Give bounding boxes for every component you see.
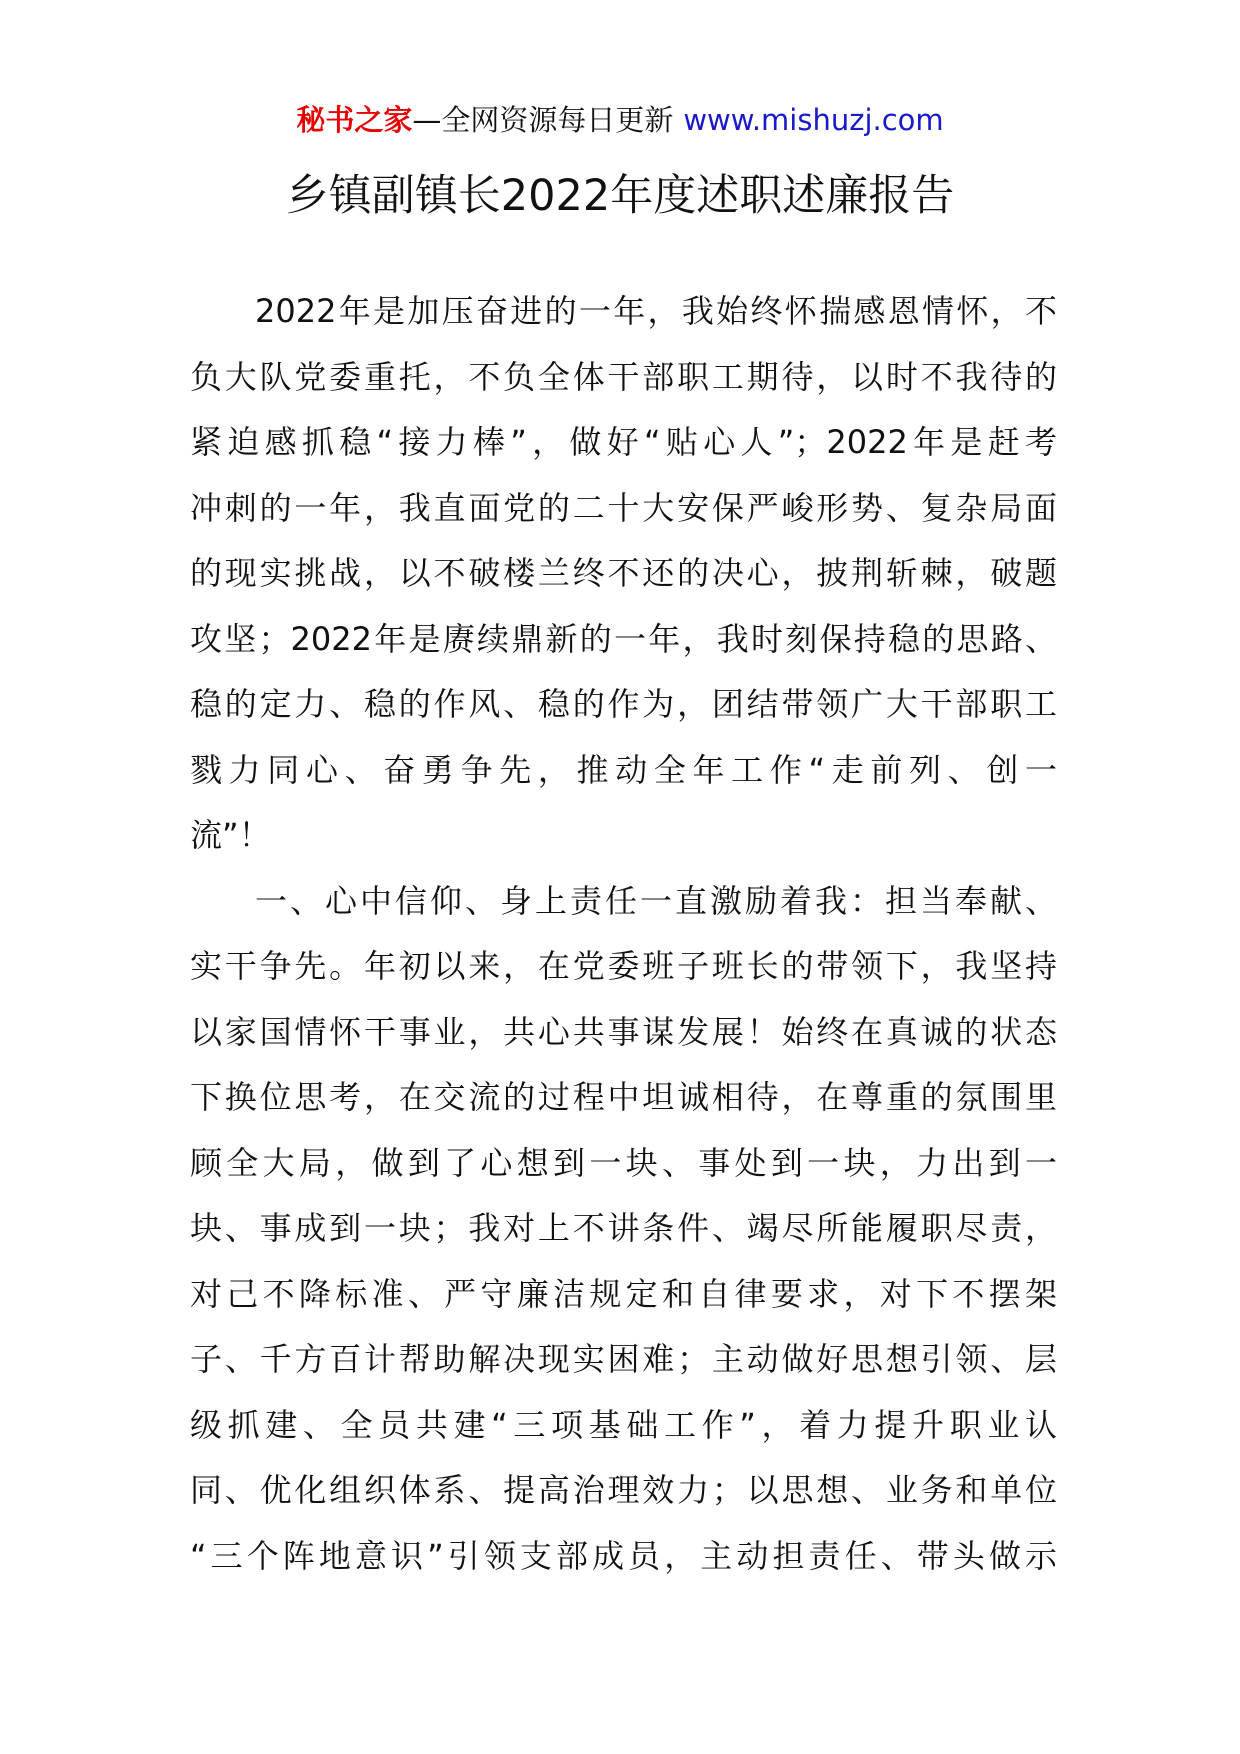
text-line: 攻坚；2022年是赓续鼎新的一年，我时刻保持稳的思路、 [190,619,1057,658]
text-line: 顾全大局，做到了心想到一块、事处到一块，力出到一 [190,1143,1057,1182]
text-line: 一、心中信仰、身上责任一直激励着我：担当奉献、 [255,881,1057,920]
text-line: 2022年是加压奋进的一年，我始终怀揣感恩情怀，不 [255,292,1057,330]
brand-name: 秘书之家 [296,103,413,137]
text-line: 冲刺的一年，我直面党的二十大安保严峻形势、复杂局面 [190,488,1057,527]
text-line: “三个阵地意识”引领支部成员，主动担责任、带头做示 [190,1536,1057,1575]
paragraph [190,292,1057,882]
text-line: 对己不降标准、严守廉洁规定和自律要求，对下不摆架 [190,1274,1057,1313]
text-line: 同、优化组织体系、提高治理效力；以思想、业务和单位 [190,1471,1057,1509]
text-line: 子、千方百计帮助解决现实困难；主动做好思想引领、层 [190,1340,1057,1378]
text-line: 负大队党委重托，不负全体干部职工期待，以时不我待的 [190,357,1057,396]
text-line: 戮力同心、奋勇争先，推动全年工作“走前列、创一 [190,750,1057,789]
document-title: 乡镇副镇长2022年度述职述廉报告 [285,171,955,221]
text-line: 紧迫感抓稳“接力棒”，做好“贴心人”；2022年是赶考 [190,423,1057,461]
document-body [190,292,1057,1602]
text-line: 级抓建、全员共建“三项基础工作”，着力提升职业认 [190,1405,1057,1444]
text-line: 实干争先。年初以来，在党委班子班长的带领下，我坚持 [190,947,1057,985]
text-line: 稳的定力、稳的作风、稳的作为，团结带领广大干部职工 [190,685,1057,723]
text-line: 块、事成到一块；我对上不讲条件、竭尽所能履职尽责， [190,1209,1057,1247]
text-line: 下换位思考，在交流的过程中坦诚相待，在尊重的氛围里 [190,1078,1057,1116]
site-url-link[interactable]: www.mishuzj.com [683,103,944,137]
text-line: 的现实挑战，以不破楼兰终不还的决心，披荆斩棘，破题 [190,554,1057,592]
text-line: 流”！ [190,816,271,854]
site-header [0,100,1240,140]
site-slogan: —全网资源每日更新 [412,103,674,137]
text-line: 以家国情怀干事业，共心共事谋发展！始终在真诚的状态 [190,1012,1057,1051]
paragraph [190,882,1057,1603]
